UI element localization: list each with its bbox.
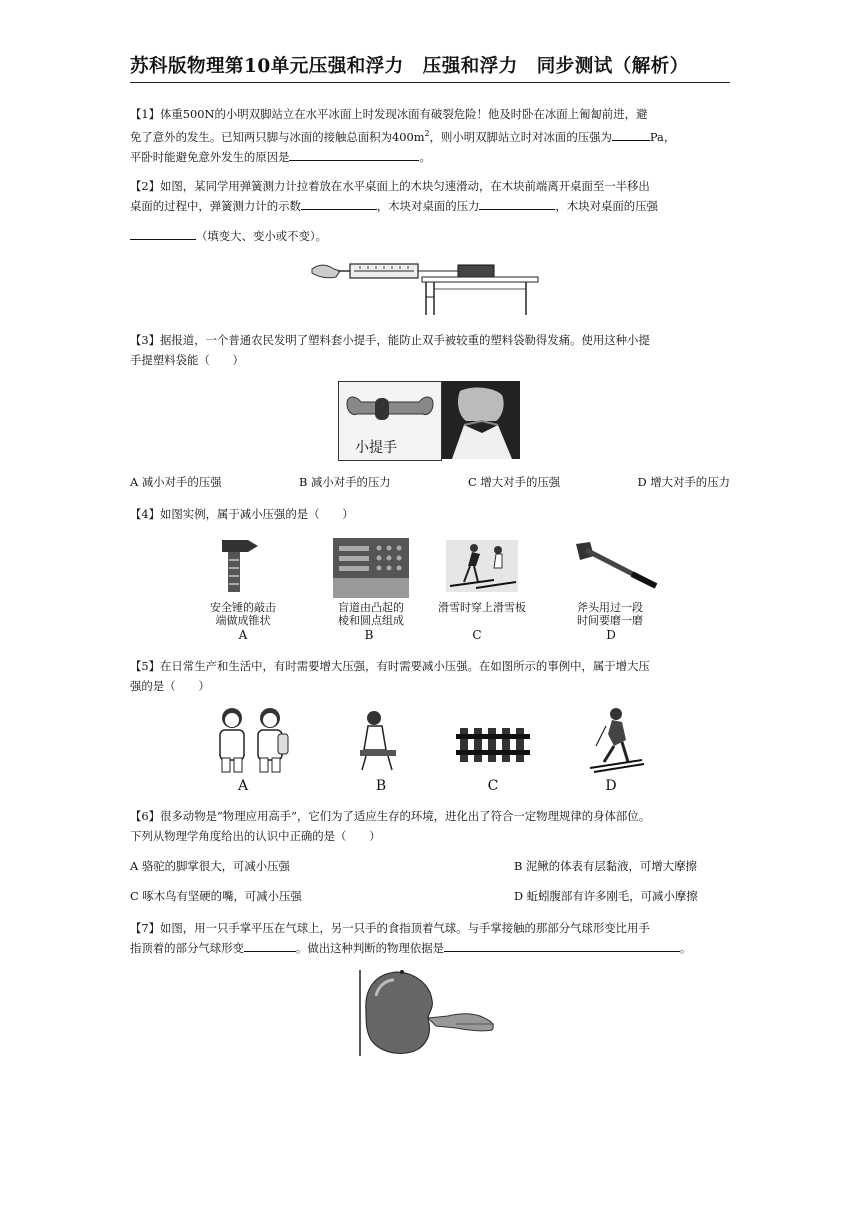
q6-line1: 【6】很多动物是“物理应用高手”，它们为了适应生存的环境，进化出了符合一定物理规律的身体部位。 — [130, 809, 651, 823]
q6-option-c[interactable]: C 啄木鸟有坚硬的嘴，可减小压强 — [130, 889, 302, 903]
hand-bag-illustration — [442, 381, 520, 459]
q6-line2: 下列从物理学角度给出的认识中正确的是（ ） — [130, 829, 381, 843]
railway-track-figure — [456, 720, 530, 768]
q1-line1: 【1】体重500N的小明双脚站立在水平冰面上时发现冰面有破裂危险！他及时卧在冰面上匍匐前进，避 — [130, 107, 648, 121]
q7-blank-deformation[interactable] — [244, 939, 296, 952]
q7-blank-basis[interactable] — [444, 939, 680, 952]
q2-blank-force[interactable] — [479, 197, 555, 210]
question-5 — [130, 656, 730, 696]
q3-options — [130, 474, 730, 490]
handle-photo-label: 小提手 — [355, 440, 397, 456]
question-1 — [130, 104, 730, 167]
q2-line1: 【2】如图，某同学用弹簧测力计拉着放在水平桌面上的木块匀速滑动，在木块前端离开桌面至一半移出 — [130, 179, 650, 193]
spring-scale-table-figure — [310, 255, 540, 317]
q3-option-b[interactable]: B 减小对手的压力 — [298, 475, 391, 489]
q6-option-d[interactable]: D 蚯蚓腹部有许多刚毛，可减小摩擦 — [514, 889, 698, 903]
q6-option-a[interactable]: A 骆驼的脚掌很大，可减小压强 — [130, 859, 290, 873]
q1-line3: 平卧时能避免意外发生的原因是 。 — [130, 149, 431, 164]
q4-letter-a[interactable]: A — [238, 628, 248, 642]
q6-option-b[interactable]: B 泥鳅的体表有层黏液，可增大摩擦 — [514, 859, 697, 873]
q2-line3: （填变大、变小或不变）。 — [130, 226, 730, 246]
q6-options-row-2 — [130, 886, 730, 906]
safety-hammer-figure — [212, 536, 272, 598]
q5-line1: 【5】在日常生产和生活中，有时需要增大压强，有时需要减小压强。在如图所示的事例中，属于增大压 — [130, 659, 650, 673]
q3-line1: 【3】据报道，一个普通农民发明了塑料套小提手，能防止双手被较重的塑料袋勒得发痛。使用这种小提 — [130, 333, 650, 347]
cutting-figure — [352, 710, 402, 772]
skier-downhill-figure — [586, 706, 646, 776]
q4-letter-b[interactable]: B — [364, 628, 374, 642]
q5-letter-c[interactable]: C — [487, 778, 499, 794]
q5-letter-d[interactable]: D — [605, 778, 617, 794]
question-3 — [130, 330, 730, 370]
q7-line1: 【7】如图，用一只手掌平压在气球上，另一只手的食指顶着气球。与手掌接触的那部分气球形变比用手 — [130, 921, 650, 935]
q4-caption-c: 滑雪时穿上滑雪板 — [438, 601, 526, 614]
backpacks-figure — [212, 704, 292, 774]
balloon-press-figure — [356, 966, 502, 1058]
q2-blank-reading[interactable] — [301, 197, 377, 210]
q4-caption-d: 斧头用过一段 时间要磨一磨 — [577, 601, 643, 627]
q1-blank-pressure[interactable] — [612, 128, 650, 141]
q4-letter-c[interactable]: C — [472, 628, 482, 642]
q7-line2: 指顶着的部分气球形变 。做出这种判断的物理依据是 。 — [130, 941, 692, 955]
q1-line2: 免了意外的发生。已知两只脚与冰面的接触总面积为$400m^2$，则小明双脚站立时对冰面的压强为 Pa， — [130, 129, 676, 144]
q5-line2: 强的是（ ） — [130, 679, 210, 693]
q5-letter-b[interactable]: B — [375, 778, 387, 794]
q6-options-row-1 — [130, 856, 730, 876]
q3-option-c[interactable]: C 增大对手的压强 — [468, 475, 561, 489]
q2-blank-pressure[interactable] — [130, 227, 196, 240]
question-4 — [130, 504, 730, 524]
q1-blank-reason[interactable] — [289, 148, 419, 161]
hand-carrying-bag-photo — [442, 381, 520, 459]
q5-letter-a[interactable]: A — [237, 778, 249, 794]
q4-letter-d[interactable]: D — [606, 628, 616, 642]
question-2 — [130, 176, 730, 246]
question-6 — [130, 806, 730, 846]
q2-line2: 桌面的过程中，弹簧测力计的示数 ，木块对桌面的压力 ，木块对桌面的压强 — [130, 199, 658, 213]
skier-figure — [446, 540, 518, 592]
question-7 — [130, 918, 730, 958]
handle-photo — [338, 381, 442, 461]
q3-line2: 手提塑料袋能（ ） — [130, 353, 244, 367]
q3-option-d[interactable]: D 增大对手的压力 — [637, 475, 730, 489]
q4-caption-b: 盲道由凸起的 棱和圆点组成 — [338, 601, 404, 627]
tactile-paving-figure — [333, 538, 409, 598]
axe-figure — [572, 540, 662, 596]
q4-caption-a: 安全锤的敲击 端做成锥状 — [210, 601, 276, 627]
q4-line1: 【4】如图实例，属于减小压强的是（ ） — [130, 507, 354, 521]
q3-option-a[interactable]: A 减小对手的压强 — [130, 475, 222, 489]
document-title: 苏科版物理第10单元压强和浮力 压强和浮力 同步测试（解析） — [130, 52, 730, 83]
